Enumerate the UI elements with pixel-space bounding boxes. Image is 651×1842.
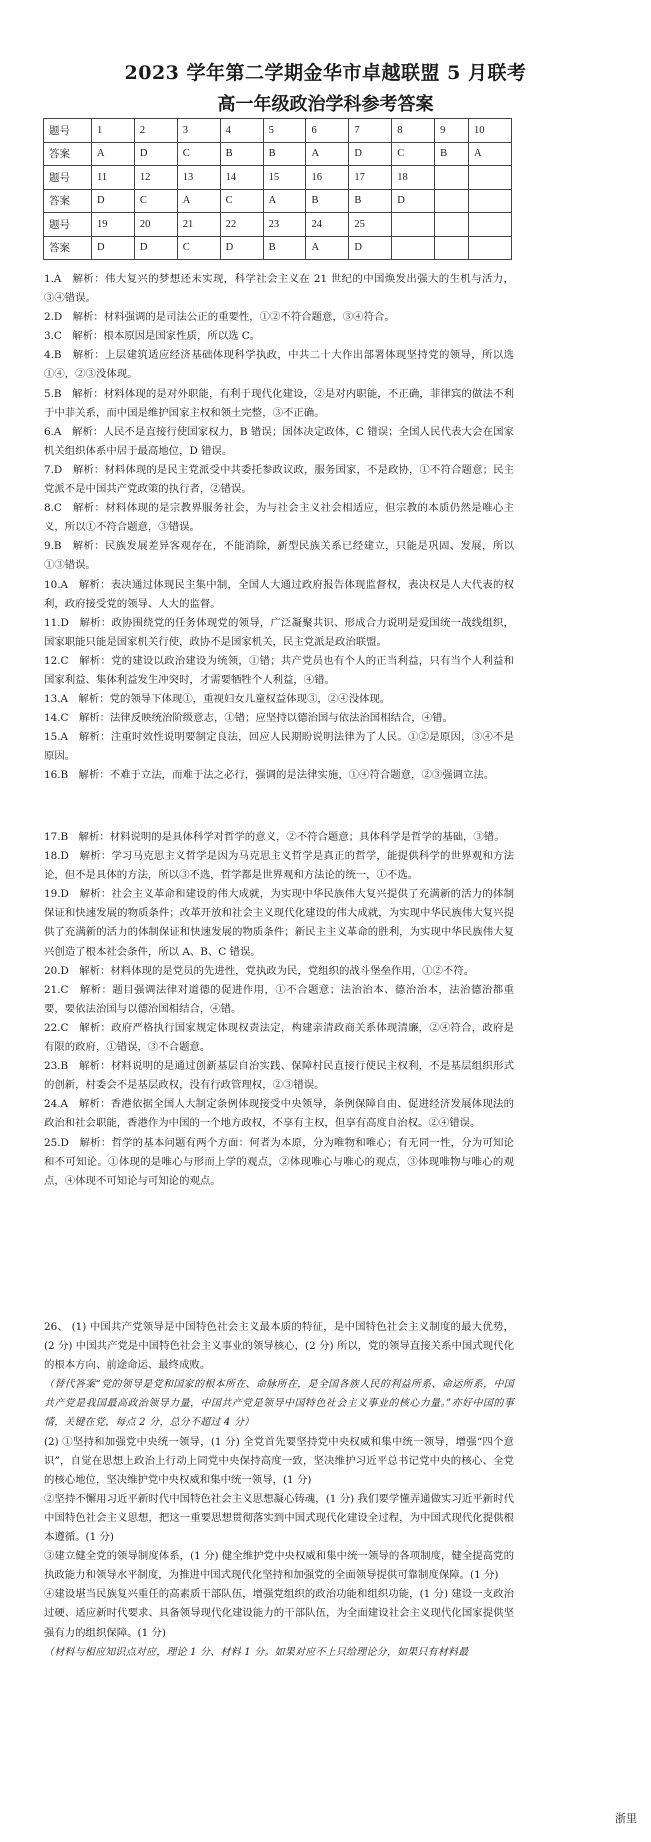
- table-cell: 23: [263, 213, 306, 237]
- explanation-item: 15.A 解析：注重时效性说明要制定良法，回应人民期盼说明法律为了人民。①②是原因，③④不是原因。: [44, 731, 514, 763]
- q26-part2-point2: ②坚持不懈用习近平新时代中国特色社会主义思想凝心铸魂，(1 分) 我们要学懂弄通做实习近平新时代中国特色社会主义思想，把这一重要思想贯彻落实到中国式现代化建设全过程，为中国式现代化提供根本遵循。(1 分): [44, 1492, 514, 1544]
- q26-part2-point1: (2) ①坚持和加强党中央统一领导，(1 分) 全党首先要坚持党中央权威和集中统一领导，增强“四个意识”，自觉在思想上政治上行动上同党中央保持高度一致，坚决维护习近平总书记党中央的核心、全党的核心地位，坚决维护党中央权威和集中统一领导，(1 分): [44, 1435, 514, 1486]
- table-cell: D: [134, 236, 177, 260]
- page-footer-text: 浙里: [615, 1812, 637, 1825]
- table-cell: A: [177, 189, 220, 213]
- explanation-item: 14.C 解析：法律反映统治阶级意志，①错；应坚持以德治国与依法治国相结合，④错。: [44, 712, 453, 725]
- table-cell: 9: [435, 119, 469, 143]
- table-cell: 2: [134, 119, 177, 143]
- explanation-item: 25.D 解析：哲学的基本问题有两个方面：何者为本原，分为唯物和唯心；有无同一性，分为可知论和不可知论。①体现的是唯心与形而上学的观点，②体现唯心与唯心的观点，③体现唯物与唯心的观点，④体现不可知论与可知论的观点。: [44, 1136, 514, 1187]
- table-cell: 4: [220, 119, 263, 143]
- table-cell: 21: [177, 213, 220, 237]
- table-cell: 17: [349, 166, 392, 190]
- table-cell: [468, 166, 511, 190]
- table-cell: [468, 213, 511, 237]
- table-cell: 7: [349, 119, 392, 143]
- row-label: 题号: [44, 213, 92, 237]
- table-cell: 5: [263, 119, 306, 143]
- table-cell: [435, 213, 469, 237]
- explanation-item: 19.D 解析：社会主义革命和建设的伟大成就，为实现中华民族伟大复兴提供了充满新的活力的体制保证和快速发展的物质条件；改革开放和社会主义现代化建设的伟大成就，为实现中华民族伟大复兴提供了充满新的活力的体制保证和快速发展的物质条件；新民主主义革命的胜利，为实现中华民族伟大复兴创造了根本社会条件，所以 A、B、C 错误。: [44, 888, 514, 958]
- explanation-item: 5.B 解析：材料体现的是对外职能，有利于现代化建设，②是对内职能，不正确，菲律宾的做法不利于中菲关系，而中国是维护国家主权和领土完整，③不正确。: [44, 387, 514, 419]
- explanations-part-2: [44, 828, 514, 1191]
- table-cell: [468, 236, 511, 260]
- explanation-item: 10.A 解析：表决通过体现民主集中制，全国人大通过政府报告体现监督权，表决权是人大代表的权利，政府接受党的领导、人大的监督。: [44, 578, 514, 610]
- table-cell: C: [177, 142, 220, 166]
- table-row: [44, 142, 512, 166]
- explanation-item: 2.D 解析：材料强调的是司法公正的重要性，①②不符合题意，③④符合。: [44, 311, 395, 324]
- table-cell: C: [220, 189, 263, 213]
- table-cell: 14: [220, 166, 263, 190]
- explanation-item: 22.C 解析：政府严格执行国家规定体现权责法定，构建亲清政商关系体现清廉，②④符合，政府是有限的政府，①错误，③不合题意。: [44, 1021, 514, 1054]
- explanation-item: 21.C 解析：题目强调法律对道德的促进作用，①不合题意；法治治本、德治治本，法治德治都重要，要依法治国与以德治国相结合，④错。: [44, 983, 514, 1015]
- table-cell: [468, 189, 511, 213]
- table-cell: 1: [92, 119, 135, 143]
- explanation-item: 11.D 解析：政协围绕党的任务体现党的领导，广泛凝聚共识、形成合力说明是爱国统一战线组织，国家职能只能是国家机关行使，政协不是国家机关，民主党派是政治联盟。: [44, 616, 514, 648]
- table-cell: B: [435, 142, 469, 166]
- table-cell: C: [392, 142, 435, 166]
- table-cell: 25: [349, 213, 392, 237]
- explanation-item: 7.D 解析：材料体现的是民主党派受中共委托参政议政，服务国家，不是政协，①不符合题意；民主党派不是中国共产党政策的执行者，②错误。: [44, 463, 514, 496]
- explanation-item: 4.B 解析：上层建筑适应经济基础体现科学执政，中共二十大作出部署体现坚持党的领导，所以选①④，②③没体现。: [44, 349, 514, 381]
- table-cell: B: [263, 142, 306, 166]
- table-cell: D: [349, 236, 392, 260]
- explanations-part-1: [44, 270, 514, 786]
- table-cell: 16: [306, 166, 349, 190]
- q26-grading-note: （材料与相应知识点对应，理论 1 分、材料 1 分。如果对应不上只给理论分，如果只有材料最: [44, 1646, 469, 1658]
- explanation-item: 12.C 解析：党的建设以政治建设为统领，①错；共产党员也有个人的正当利益，只有当个人利益和国家利益、集体利益发生冲突时，才需要牺牲个人利益，④错。: [44, 654, 514, 686]
- table-cell: B: [220, 142, 263, 166]
- table-cell: 12: [134, 166, 177, 190]
- table-cell: 15: [263, 166, 306, 190]
- table-cell: [435, 236, 469, 260]
- table-cell: 10: [468, 119, 511, 143]
- table-cell: B: [349, 189, 392, 213]
- table-cell: 13: [177, 166, 220, 190]
- q26-part2-point4: ④建设堪当民族复兴重任的高素质干部队伍，增强党组织的政治功能和组织功能，(1 分) 建设一支政治过硬、适应新时代要求、具备领导现代化建设能力的干部队伍，为全面建设社会主义现代化国家提供坚强有力的组织保障。(1 分): [44, 1588, 514, 1639]
- explanation-item: 16.B 解析：不难于立法，而难于法之必行，强调的是法律实施，①④符合题意，②③强调立法。: [44, 769, 495, 782]
- table-cell: A: [306, 142, 349, 166]
- explanation-item: 17.B 解析：材料说明的是具体科学对哲学的意义，②不符合题意；具体科学是哲学的基础，③错。: [44, 831, 505, 843]
- answer-table: [43, 118, 512, 260]
- table-row: [44, 213, 512, 237]
- question-26-answer: [44, 1318, 514, 1662]
- explanation-item: 23.B 解析：材料说明的是通过创新基层自治实践、保障村民直接行使民主权利，不是基层组织形式的创新，村委会不是基层政权，没有行政管理权，②③错误。: [44, 1060, 514, 1092]
- explanation-item: 20.D 解析：材料体现的是党员的先进性，党执政为民，党组织的战斗堡垒作用，①②不符。: [44, 964, 475, 977]
- table-row: [44, 166, 512, 190]
- table-cell: A: [263, 189, 306, 213]
- table-cell: 20: [134, 213, 177, 237]
- table-cell: 6: [306, 119, 349, 143]
- explanation-item: 1.A 解析：伟大复兴的梦想还未实现，科学社会主义在 21 世纪的中国焕发出强大的生机与活力，③④错误。: [44, 273, 514, 305]
- table-cell: C: [177, 236, 220, 260]
- q26-alternative-note: （替代答案“党的领导是党和国家的根本所在、命脉所在，是全国各族人民的利益所系、命运所系，中国共产党是我国最高政治领导力量，中国共产党是领导中国特色社会主义事业的核心力量。”亦好中国的事情，关键在党，每点 2 分，总分不超过 4 分）: [44, 1379, 514, 1429]
- row-label: 答案: [44, 189, 92, 213]
- explanation-item: 24.A 解析：香港依据全国人大制定条例体现接受中央领导，条例保障自由、促进经济发展体现法的政治和社会职能，香港作为中国的一个地方政权，不享有主权，但享有高度自治权。②④错误。: [44, 1098, 514, 1130]
- explanation-item: 8.C 解析：材料体现的是宗教界服务社会，为与社会主义社会相适应，但宗教的本质仍然是唯心主义，所以①不符合题意，③错误。: [44, 502, 514, 534]
- table-cell: [435, 189, 469, 213]
- table-cell: A: [92, 142, 135, 166]
- table-cell: [435, 166, 469, 190]
- q26-part2-point3: ③建立健全党的领导制度体系，(1 分) 健全维护党中央权威和集中统一领导的各项制度，健全提高党的执政能力和领导水平制度，为推进中国式现代化坚持和加强党的全面领导提供可靠制度保障。(1 分): [44, 1550, 514, 1582]
- table-cell: [392, 213, 435, 237]
- page-subtitle: 高一年级政治学科参考答案: [217, 94, 434, 115]
- table-cell: D: [392, 189, 435, 213]
- row-label: 题号: [44, 166, 92, 190]
- row-label: 答案: [44, 236, 92, 260]
- explanation-item: 9.B 解析：民族发展差异客观存在，不能消除，新型民族关系已经建立，只能是巩固、发展，所以①③错误。: [44, 540, 514, 572]
- q26-part1: 26、 (1) 中国共产党领导是中国特色社会主义最本质的特征，是中国特色社会主义制度的最大优势，(2 分) 中国共产党是中国特色社会主义事业的领导核心，(2 分) 所以，党的领导直接关系中国式现代化的根本方向、前途命运、最终成败。: [44, 1321, 514, 1372]
- table-row: [44, 236, 512, 260]
- table-cell: D: [92, 236, 135, 260]
- table-cell: 22: [220, 213, 263, 237]
- table-cell: D: [92, 189, 135, 213]
- table-cell: [392, 236, 435, 260]
- explanation-item: 6.A 解析：人民不是直接行使国家权力，B 错误；国体决定政体，C 错误；全国人民代表大会在国家机关组织体系中居于最高地位，D 错误。: [44, 425, 514, 457]
- explanation-item: 18.D 解析：学习马克思主义哲学是因为马克思主义哲学是真正的哲学，能提供科学的世界观和方法论，但不是具体的方法，所以③不选，哲学都是世界观和方法论的统一，①不选。: [44, 850, 514, 882]
- table-cell: D: [134, 142, 177, 166]
- table-cell: 3: [177, 119, 220, 143]
- table-cell: A: [468, 142, 511, 166]
- page-title: 2023 学年第二学期金华市卓越联盟 5 月联考: [124, 62, 527, 84]
- table-cell: 8: [392, 119, 435, 143]
- table-cell: 24: [306, 213, 349, 237]
- table-cell: A: [306, 236, 349, 260]
- table-cell: 18: [392, 166, 435, 190]
- table-cell: D: [349, 142, 392, 166]
- explanation-item: 3.C 解析：根本原因是国家性质，所以选 C。: [44, 330, 261, 343]
- table-row: [44, 189, 512, 213]
- table-cell: B: [263, 236, 306, 260]
- row-label: 题号: [44, 119, 92, 143]
- table-cell: 19: [92, 213, 135, 237]
- row-label: 答案: [44, 142, 92, 166]
- table-cell: 11: [92, 166, 135, 190]
- table-cell: B: [306, 189, 349, 213]
- explanation-item: 13.A 解析：党的领导下体现①，重视妇女儿童权益体现③，②④没体现。: [44, 693, 391, 706]
- table-row: [44, 119, 512, 143]
- table-cell: C: [134, 189, 177, 213]
- table-cell: D: [220, 236, 263, 260]
